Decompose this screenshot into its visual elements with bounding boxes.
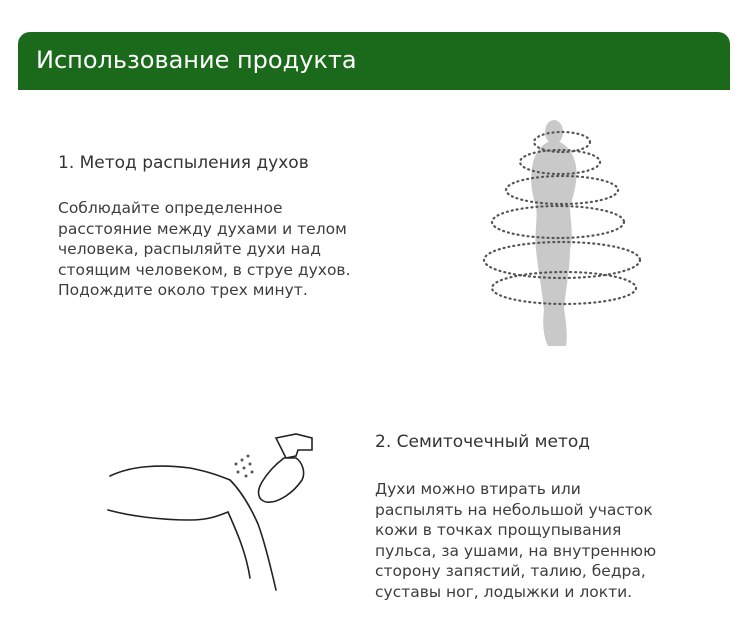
section1-line: человека, распыляйте духи над bbox=[58, 240, 321, 258]
section1-line: расстояние между духами и телом bbox=[58, 219, 347, 238]
section1-text bbox=[58, 198, 351, 301]
section1-line: Соблюдайте определенное bbox=[58, 199, 283, 217]
section1-line: стоящим человеком, в струе духов. bbox=[58, 260, 351, 279]
section2-line: Духи можно втирать или bbox=[375, 480, 581, 498]
spray-mist bbox=[235, 455, 254, 478]
section2-line: суставы ног, лодыжки и локти. bbox=[375, 582, 633, 601]
woman-spray-mist-illustration-icon bbox=[470, 110, 650, 350]
section2-title: 2. Семиточечный метод bbox=[375, 432, 591, 452]
section1-line: Подождите около трех минут. bbox=[58, 281, 308, 299]
woman-silhouette bbox=[531, 120, 576, 346]
section2-line: сторону запястий, талию, бедра, bbox=[375, 562, 646, 580]
page-title: Использование продукта bbox=[36, 46, 357, 74]
section2-line: распылять на небольшой участок bbox=[375, 500, 653, 519]
section2-line: пульса, за ушами, на внутреннюю bbox=[375, 541, 657, 560]
arm-spray-bottle-illustration-icon bbox=[100, 420, 340, 600]
section1-title: 1. Метод распыления духов bbox=[58, 153, 309, 173]
spray-bottle bbox=[259, 434, 312, 502]
arm-outline bbox=[108, 466, 276, 590]
section2-text bbox=[375, 479, 656, 602]
header-bar bbox=[18, 32, 730, 90]
section2-line: кожи в точках прощупывания bbox=[375, 521, 622, 539]
